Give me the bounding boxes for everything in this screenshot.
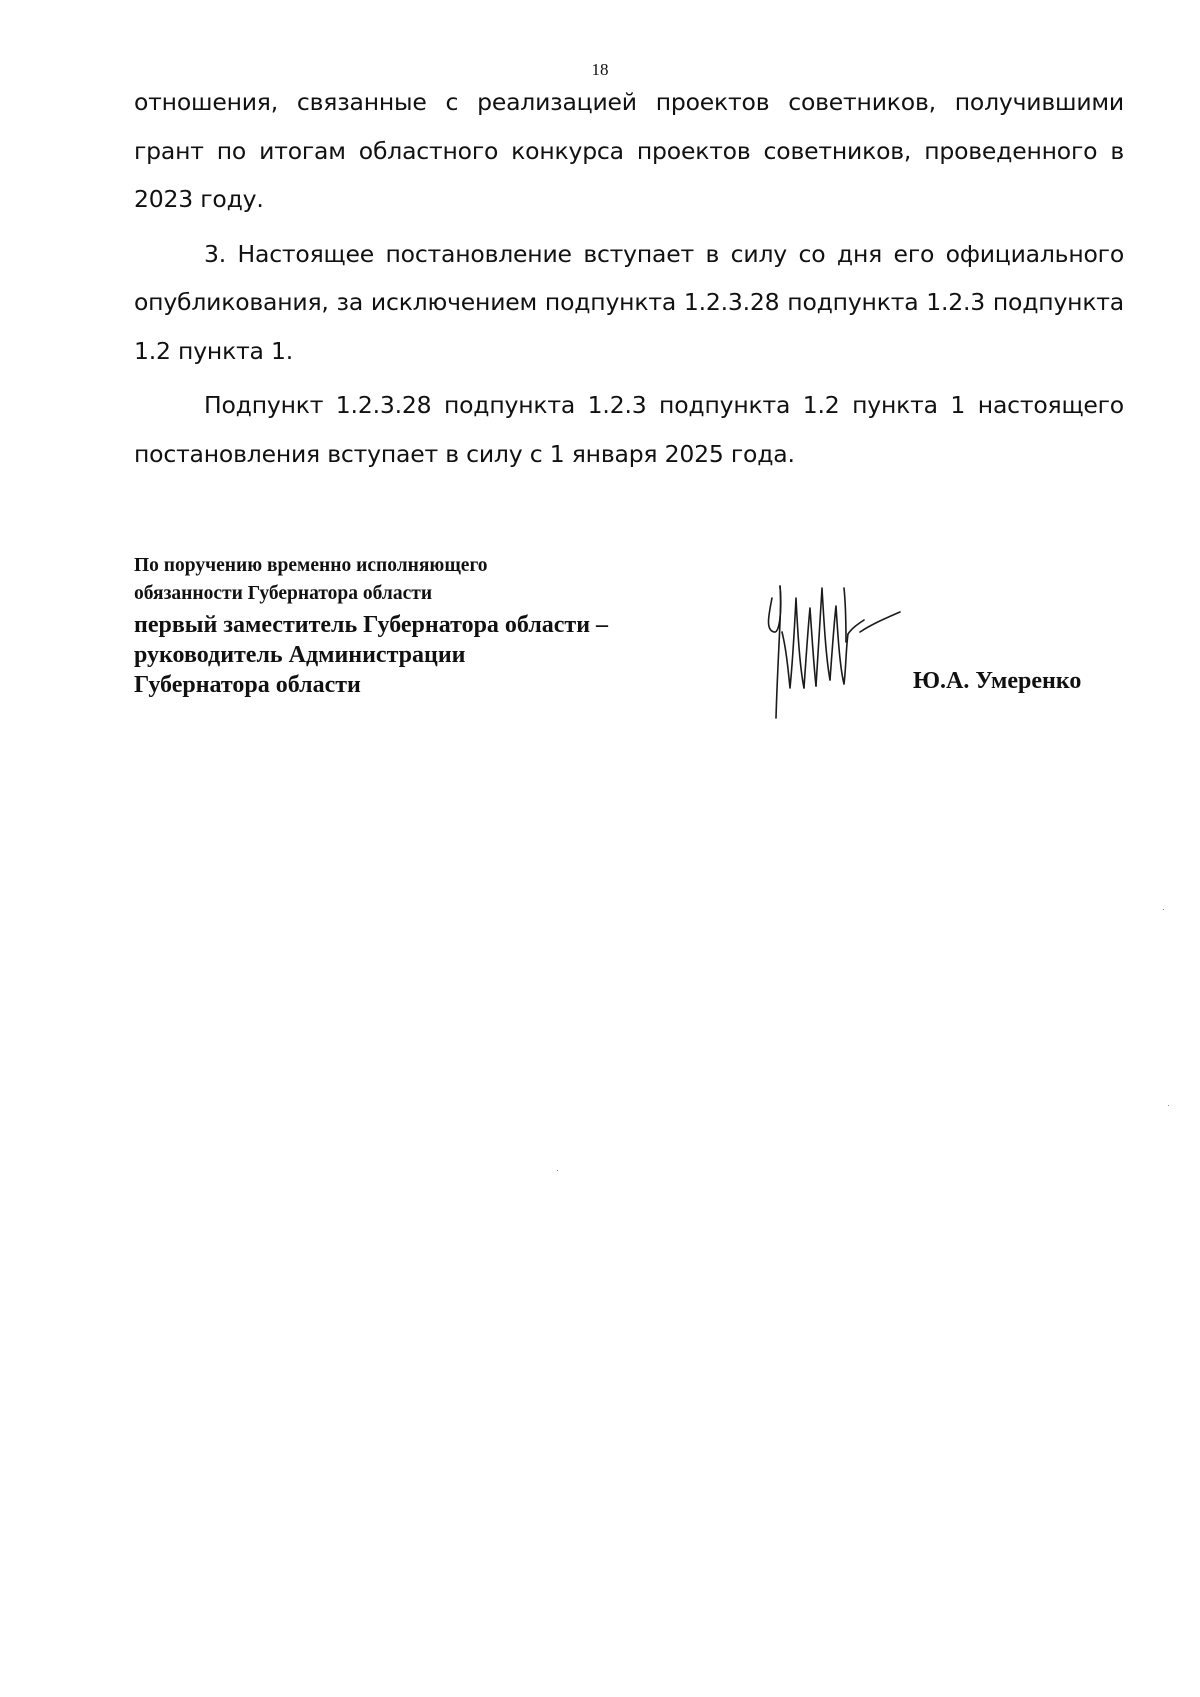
signature-line-2: обязанности Губернатора области [134, 583, 433, 604]
document-body [134, 78, 1124, 478]
handwritten-signature [760, 568, 920, 728]
scan-speck [1168, 1105, 1169, 1106]
signature-position-line-3: Губернатора области [134, 672, 361, 698]
signature-position-line-2: руководитель Администрации [134, 642, 466, 668]
scan-speck [1163, 909, 1164, 910]
signature-position-line-1: первый заместитель Губернатора области – [134, 612, 609, 638]
paragraph-effective-date: Подпункт 1.2.3.28 подпункта 1.2.3 подпункта 1.2 пункта 1 настоящего постановления вступает в силу с 1 января 2025 года. [134, 391, 1124, 468]
page-number: 18 [591, 60, 609, 79]
signature-line-1: По поручению временно исполняющего [134, 555, 488, 576]
paragraph-continuation: отношения, связанные с реализацией проектов советников, получившими грант по итогам областного конкурса проектов советников, проведенного в 2023 году. [134, 88, 1124, 213]
scan-speck [557, 1170, 558, 1171]
signature-block [134, 552, 608, 700]
paragraph-item-3: 3. Настоящее постановление вступает в силу со дня его официального опубликования, за исключением подпункта 1.2.3.28 подпункта 1.2.3 подпункта 1.2 пункта 1. [134, 239, 1124, 365]
signatory-name: Ю.А. Умеренко [913, 668, 1082, 694]
